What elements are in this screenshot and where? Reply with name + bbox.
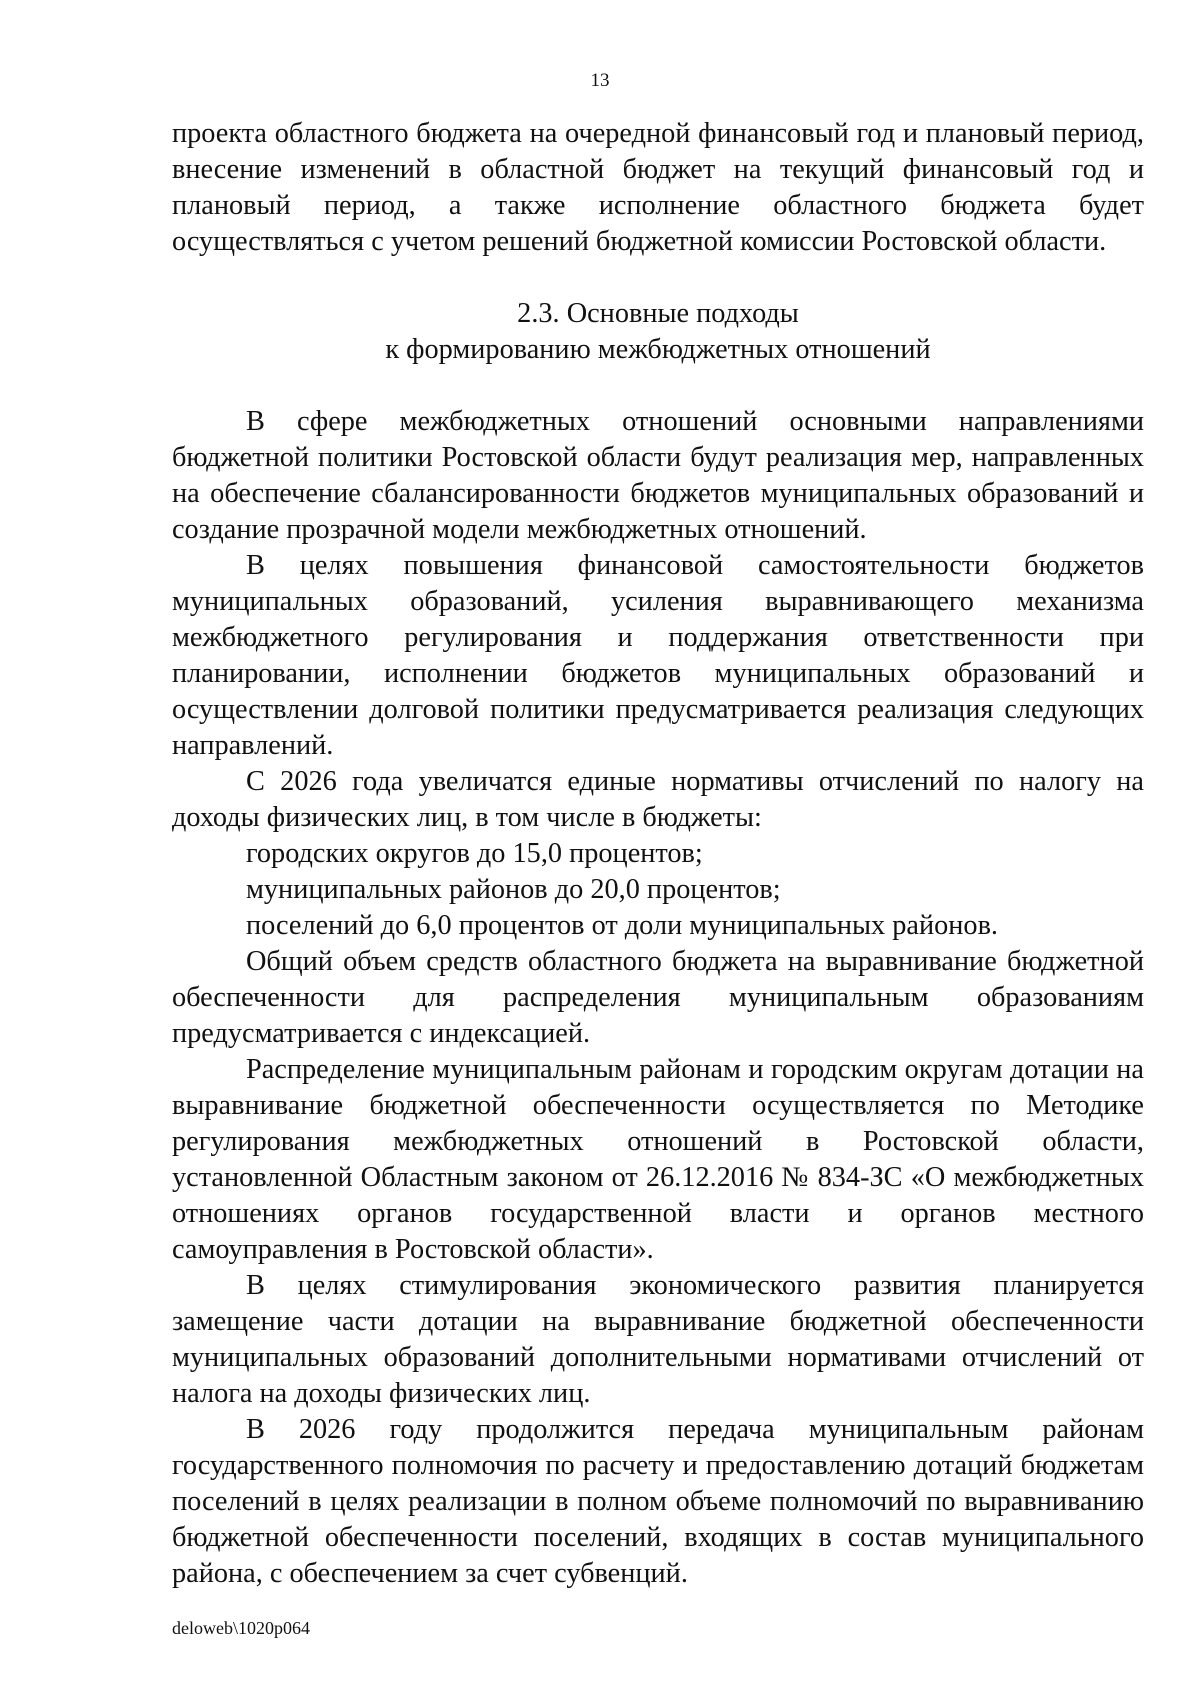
document-body bbox=[172, 116, 1144, 1592]
section-heading-line-1: 2.3. Основные подходы bbox=[517, 298, 799, 329]
paragraph-4: Общий объем средств областного бюджета на выравнивание бюджетной обеспеченности для распределения муниципальным образованиям предусматривается с индексацией. bbox=[172, 946, 1144, 1049]
list-item-municipal-districts: муниципальных районов до 20,0 процентов; bbox=[246, 874, 781, 905]
intro-paragraph: проекта областного бюджета на очередной финансовый год и плановый период, внесение изменений в областной бюджет на текущий финансовый год и плановый период, а также исполнение областного бюджета будет осуществляться с учетом решений бюджетной комиссии Ростовской области. bbox=[172, 118, 1144, 257]
paragraph-6: В целях стимулирования экономического развития планируется замещение части дотации на выравнивание бюджетной обеспеченности муниципальных образований дополнительными нормативами отчислений от налога на доходы физических лиц. bbox=[172, 1270, 1144, 1409]
paragraph-3: С 2026 года увеличатся единые нормативы отчислений по налогу на доходы физических лиц, в том числе в бюджеты: bbox=[172, 766, 1144, 833]
section-heading-line-2: к формированию межбюджетных отношений bbox=[385, 334, 931, 365]
section-heading bbox=[172, 296, 1144, 368]
paragraph-7: В 2026 году продолжится передача муниципальным районам государственного полномочия по расчету и предоставлению дотаций бюджетам поселений в целях реализации в полном объеме полномочий по выравниванию бюджетной обеспеченности поселений, входящих в состав муниципального района, с обеспечением за счет субвенций. bbox=[172, 1414, 1144, 1589]
footer-document-code: deloweb\1020p064 bbox=[172, 1618, 310, 1638]
list-item-urban-districts: городских округов до 15,0 процентов; bbox=[246, 838, 703, 869]
paragraph-1: В сфере межбюджетных отношений основными направлениями бюджетной политики Ростовской области будут реализация мер, направленных на обеспечение сбалансированности бюджетов муниципальных образований и создание прозрачной модели межбюджетных отношений. bbox=[172, 406, 1144, 545]
list-item-settlements: поселений до 6,0 процентов от доли муниципальных районов. bbox=[246, 910, 999, 941]
paragraph-2: В целях повышения финансовой самостоятельности бюджетов муниципальных образований, усиления выравнивающего механизма межбюджетного регулирования и поддержания ответственности при планировании, исполнении бюджетов муниципальных образований и осуществлении долговой политики предусматривается реализация следующих направлений. bbox=[172, 550, 1144, 761]
page-number: 13 bbox=[590, 70, 610, 91]
paragraph-5: Распределение муниципальным районам и городским округам дотации на выравнивание бюджетной обеспеченности осуществляется по Методике регулирования межбюджетных отношений в Ростовской области, установленной Областным законом от 26.12.2016 № 834-ЗС «О межбюджетных отношениях органов государственной власти и органов местного самоуправления в Ростовской области». bbox=[172, 1054, 1144, 1265]
